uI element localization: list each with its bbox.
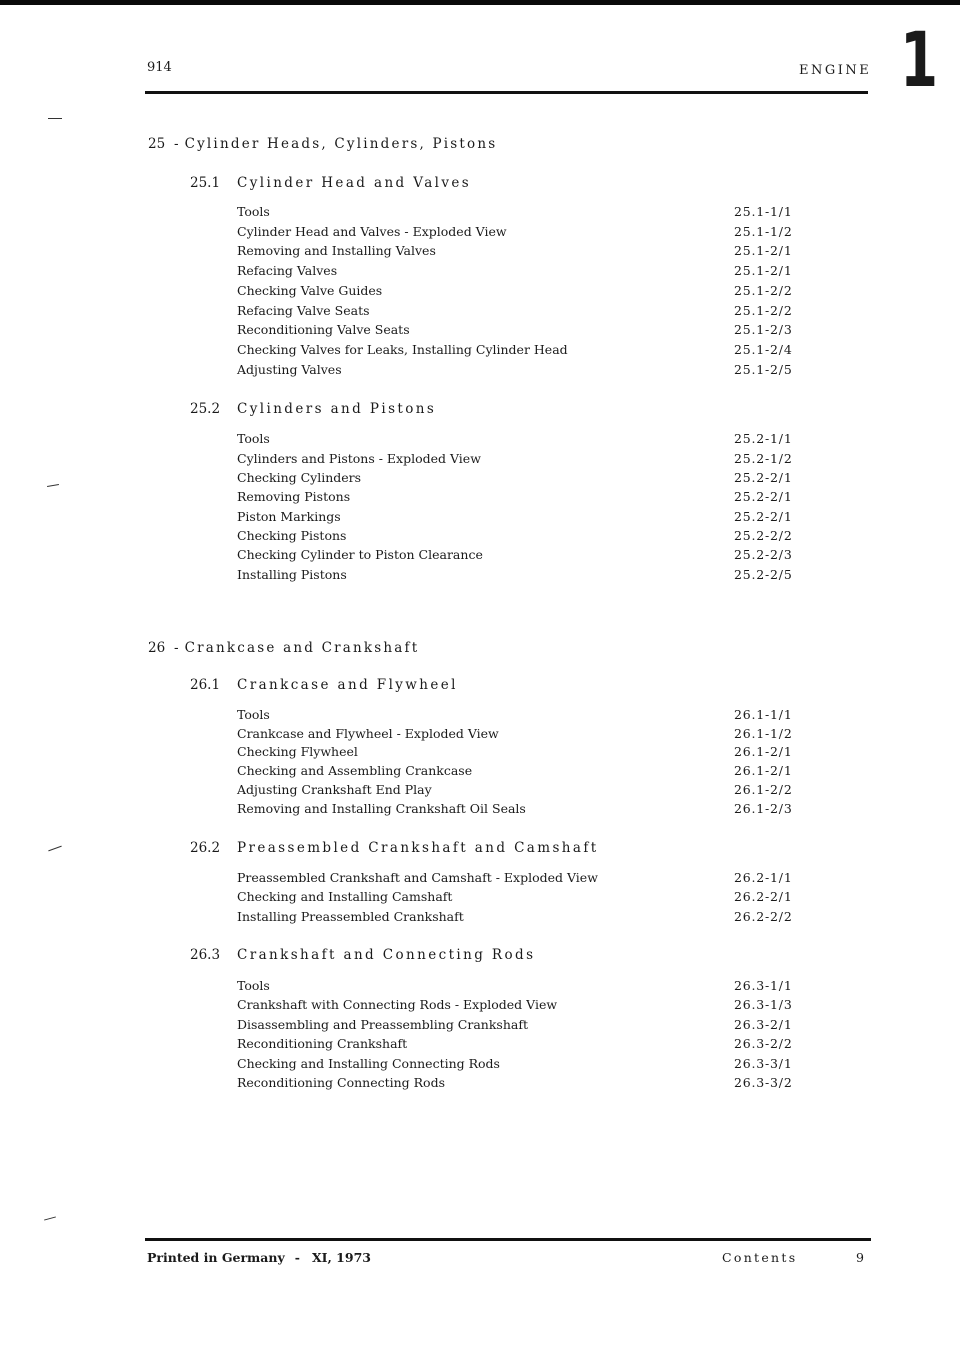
toc-entry[interactable]: Checking and Installing Camshaft 26.2-2/1 — [237, 889, 793, 904]
chapter-heading: 26 - Crankcase and Crankshaft — [148, 640, 420, 656]
toc-entry[interactable]: Tools 26.1-1/1 — [237, 707, 793, 722]
toc-entry[interactable]: Reconditioning Crankshaft 26.3-2/2 — [237, 1036, 793, 1051]
toc-entry[interactable]: Tools 26.3-1/1 — [237, 978, 793, 993]
toc-entry[interactable]: Removing and Installing Crankshaft Oil Seals 26.1-2/3 — [237, 801, 793, 816]
model-number: 914 — [147, 60, 172, 75]
section-heading: 26.2 Preassembled Crankshaft and Camshaft — [190, 840, 599, 856]
toc-entry[interactable]: Piston Markings 25.2-2/1 — [237, 509, 793, 524]
toc-entry[interactable]: Checking Cylinder to Piston Clearance 25.2-2/3 — [237, 547, 793, 562]
toc-entry[interactable]: Crankshaft with Connecting Rods - Exploded View 26.3-1/3 — [237, 997, 793, 1012]
toc-entry[interactable]: Tools 25.1-1/1 — [237, 204, 793, 219]
header-rule — [145, 91, 868, 94]
margin-mark — [44, 1216, 56, 1220]
toc-entry[interactable]: Reconditioning Valve Seats 25.1-2/3 — [237, 322, 793, 337]
toc-entry[interactable]: Checking Pistons 25.2-2/2 — [237, 528, 793, 543]
print-date: XI, 1973 — [311, 1250, 371, 1265]
toc-entry[interactable]: Adjusting Crankshaft End Play 26.1-2/2 — [237, 782, 793, 797]
toc-entry[interactable]: Checking and Installing Connecting Rods 26.3-3/1 — [237, 1056, 793, 1071]
print-info — [147, 1250, 371, 1265]
toc-entry[interactable]: Refacing Valves 25.1-2/1 — [237, 263, 793, 278]
margin-mark — [48, 846, 61, 852]
toc-entry[interactable]: Checking Valves for Leaks, Installing Cylinder Head 25.1-2/4 — [237, 342, 793, 357]
chapter-heading: 25 - Cylinder Heads, Cylinders, Pistons — [148, 136, 498, 152]
margin-mark — [47, 484, 59, 487]
section-heading: 26.3 Crankshaft and Connecting Rods — [190, 947, 536, 963]
toc-entry[interactable]: Crankcase and Flywheel - Exploded View 26.1-1/2 — [237, 726, 793, 741]
toc-entry[interactable]: Cylinder Head and Valves - Exploded View 25.1-1/2 — [237, 224, 793, 239]
toc-entry[interactable]: Removing and Installing Valves 25.1-2/1 — [237, 243, 793, 258]
section-heading: 25.2 Cylinders and Pistons — [190, 401, 437, 417]
printed-in: Printed in Germany — [147, 1250, 285, 1265]
toc-entry[interactable]: Reconditioning Connecting Rods 26.3-3/2 — [237, 1075, 793, 1090]
toc-entry[interactable]: Tools 25.2-1/1 — [237, 431, 793, 446]
toc-entry[interactable]: Preassembled Crankshaft and Camshaft - Exploded View 26.2-1/1 — [237, 870, 793, 885]
footer-rule — [145, 1238, 871, 1241]
toc-entry[interactable]: Installing Pistons 25.2-2/5 — [237, 567, 793, 582]
section-heading: 26.1 Crankcase and Flywheel — [190, 677, 458, 693]
section-title: ENGINE — [799, 63, 872, 78]
toc-entry[interactable]: Checking and Assembling Crankcase 26.1-2/1 — [237, 763, 793, 778]
toc-entry[interactable]: Installing Preassembled Crankshaft 26.2-2/2 — [237, 909, 793, 924]
footer-separator: - — [294, 1250, 300, 1265]
margin-mark — [48, 118, 62, 119]
section-heading: 25.1 Cylinder Head and Valves — [190, 175, 472, 191]
toc-entry[interactable]: Checking Valve Guides 25.1-2/2 — [237, 283, 793, 298]
footer-label: Contents — [722, 1250, 798, 1265]
top-edge-bar — [0, 0, 960, 5]
toc-entry[interactable]: Adjusting Valves 25.1-2/5 — [237, 362, 793, 377]
page-number: 9 — [856, 1250, 864, 1265]
toc-entry[interactable]: Checking Cylinders 25.2-2/1 — [237, 470, 793, 485]
toc-entry[interactable]: Removing Pistons 25.2-2/1 — [237, 489, 793, 504]
chapter-number: 1 — [900, 15, 939, 104]
toc-entry[interactable]: Refacing Valve Seats 25.1-2/2 — [237, 303, 793, 318]
toc-entry[interactable]: Cylinders and Pistons - Exploded View 25.2-1/2 — [237, 451, 793, 466]
toc-entry[interactable]: Checking Flywheel 26.1-2/1 — [237, 744, 793, 759]
toc-entry[interactable]: Disassembling and Preassembling Crankshaft 26.3-2/1 — [237, 1017, 793, 1032]
